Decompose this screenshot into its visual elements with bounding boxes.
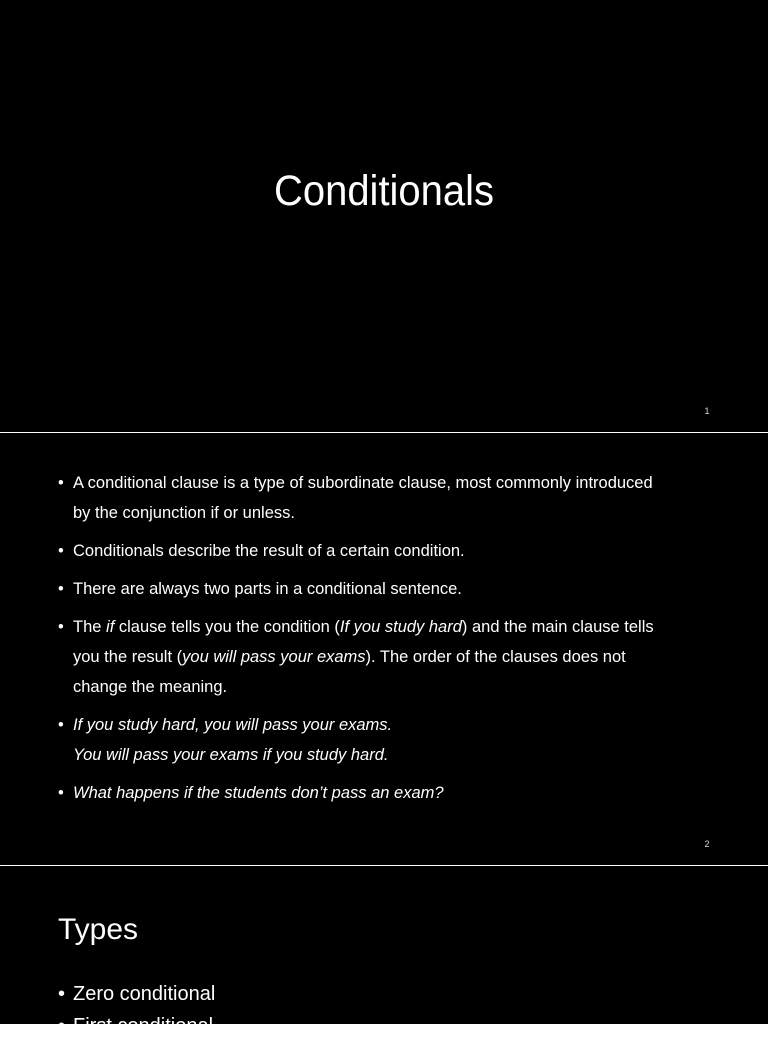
text-run-italic: if	[106, 618, 115, 636]
text-run: ) and the main clause tells	[461, 618, 654, 636]
text-run: The	[73, 618, 107, 636]
bullet-item	[58, 710, 708, 770]
slide-number: 1	[704, 406, 710, 416]
bullet-text: You will pass your exams if you study hard.	[73, 746, 389, 764]
bullet-dot: •	[58, 1015, 66, 1037]
bullet-text: What happens if the students don’t pass an exam?	[73, 784, 444, 802]
bullet-dot: •	[58, 716, 64, 734]
bullet-dot: •	[58, 474, 64, 492]
bullet-dot: •	[58, 580, 64, 598]
bullet-dot: •	[58, 618, 64, 636]
bullet-item	[58, 778, 708, 808]
text-run: clause tells you the condition (	[114, 618, 340, 636]
text-run-italic: you will pass your exams	[182, 648, 366, 666]
bullet-item	[58, 468, 708, 528]
text-run: you the result (	[73, 648, 183, 666]
bullet-text: by the conjunction if or unless.	[73, 504, 295, 522]
text-run: ). The order of the clauses does not	[365, 648, 626, 666]
slide-2	[0, 433, 768, 865]
text-run-italic: If you study hard	[339, 618, 462, 636]
list-item	[58, 1010, 215, 1042]
slide-3	[0, 866, 768, 1037]
slide-title: Conditionals	[273, 167, 495, 215]
list-item-label: Zero conditional	[73, 983, 216, 1005]
bullet-item	[58, 574, 708, 604]
bullet-item	[58, 612, 708, 702]
bullet-list	[58, 468, 708, 816]
bullet-text: If you study hard, you will pass your exams.	[73, 716, 393, 734]
list-item	[58, 978, 215, 1010]
slide-title: Types	[58, 913, 139, 946]
bullet-dot: •	[58, 983, 66, 1005]
bullet-dot: •	[58, 784, 64, 802]
bullet-text-line	[73, 642, 708, 672]
bullet-text: Conditionals describe the result of a certain condition.	[73, 542, 465, 560]
bullet-text: A conditional clause is a type of subordinate clause, most commonly introduced	[73, 474, 653, 492]
bullet-dot: •	[58, 542, 64, 560]
bullet-text-line	[73, 612, 708, 642]
bullet-text: change the meaning.	[73, 678, 228, 696]
slide-number: 2	[704, 839, 710, 849]
list-item-label: First conditional	[73, 1015, 214, 1037]
types-list	[58, 978, 215, 1042]
bullet-text: There are always two parts in a conditional sentence.	[73, 580, 462, 598]
slide-1	[0, 0, 768, 432]
bullet-item	[58, 536, 708, 566]
